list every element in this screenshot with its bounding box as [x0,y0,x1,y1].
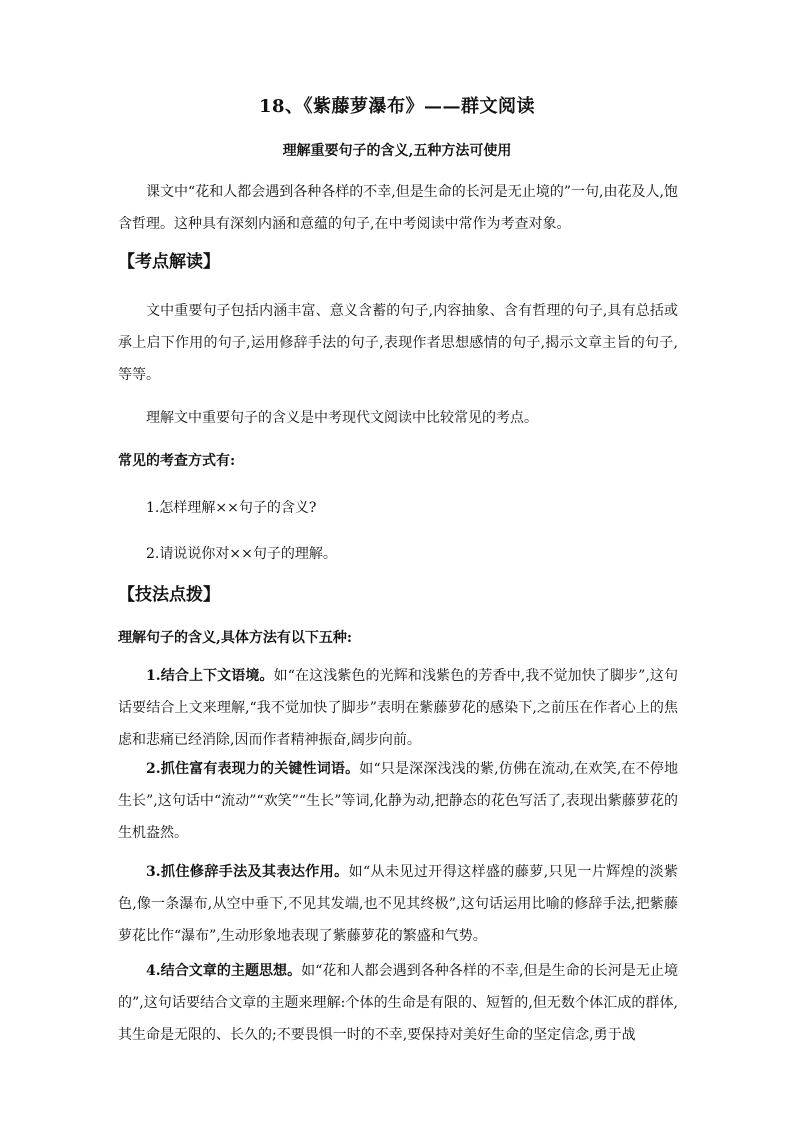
method-label-2: 2.抓住富有表现力的关键性词语。 [146,761,360,777]
method-item-4 [118,955,678,1051]
method-text-4: 如“花和人都会遇到各种各样的不幸,但是生命的长河是无止境的”,这句话要结合文章的主题来理解:个体的生命是有限的、短暂的,但无数个体汇成的群体,其生命是无限的、长久的;不要畏惧一时的不幸,要保持对美好生命的坚定信念,勇于战 [118,963,679,1043]
method-item-2 [118,753,678,849]
method-text-3: 如“从未见过开得这样盛的藤萝,只见一片辉煌的淡紫色,像一条瀑布,从空中垂下,不见其发端,也不见其终极”,这句话运用比喻的修辞手法,把紫藤萝花比作“瀑布”,生动形象地表现了紫藤萝花的繁盛和气势。 [118,864,679,944]
page-subtitle: 理解重要句子的含义,五种方法可使用 [282,143,512,159]
section-heading-kaodian: 【考点解读】 [118,252,220,272]
method-item-1 [118,660,678,756]
question-item-2: 2.请说说你对××句子的理解。 [146,546,337,562]
page-title: 18、《紫藤萝瀑布》——群文阅读 [258,96,536,117]
kaodian-paragraph-2: 理解文中重要句子的含义是中考现代文阅读中比较常见的考点。 [146,410,538,426]
method-label-1: 1.结合上下文语境。 [146,668,274,684]
method-label-3: 3.抓住修辞手法及其表达作用。 [146,864,349,880]
method-text-2: 如“只是深深浅浅的紫,仿佛在流动,在欢笑,在不停地生长”,这句话中“流动”“欢笑”“生长”等词,化静为动,把静态的花色写活了,表现出紫藤萝花的生机盎然。 [118,761,678,841]
section-heading-jifa: 【技法点拨】 [118,585,220,605]
question-item-1: 1.怎样理解××句子的含义? [146,500,317,516]
intro-paragraph: 课文中“花和人都会遇到各种各样的不幸,但是生命的长河是无止境的”一句,由花及人,饱含哲理。这种具有深刻内涵和意蕴的句子,在中考阅读中常作为考查对象。 [118,184,678,232]
method-label-4: 4.结合文章的主题思想。 [146,963,302,979]
method-text-1: 如“在这浅紫色的光辉和浅紫色的芳香中,我不觉加快了脚步”,这句话要结合上文来理解,“我不觉加快了脚步”表明在紫藤萝花的感染下,之前压在作者心上的焦虑和悲痛已经消除,因而作者精神振奋,阔步向前。 [118,668,678,748]
method-item-3 [118,856,678,952]
common-ways-label: 常见的考查方式有: [118,453,236,469]
methods-lead: 理解句子的含义,具体方法有以下五种: [118,630,353,646]
kaodian-paragraph-1: 文中重要句子包括内涵丰富、意义含蓄的句子,内容抽象、含有哲理的句子,具有总括或承上启下作用的句子,运用修辞手法的句子,表现作者思想感情的句子,揭示文章主旨的句子,等等。 [118,303,678,383]
